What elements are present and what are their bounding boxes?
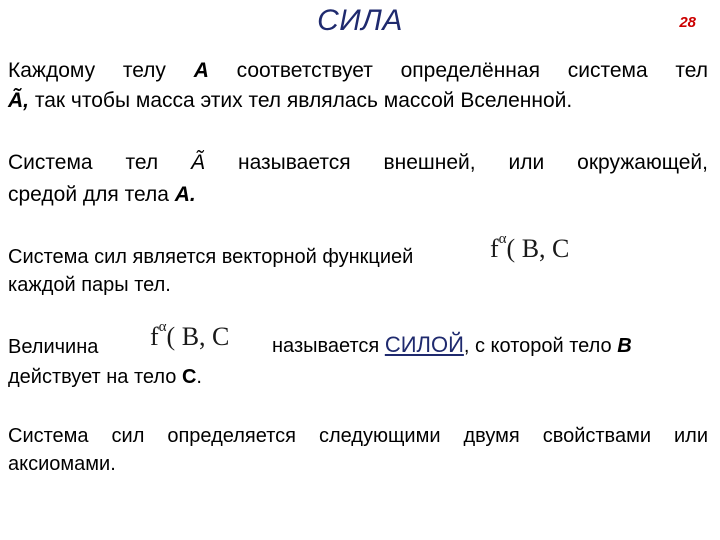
paragraph-2-line-1	[8, 148, 708, 178]
text: , с которой тело	[463, 335, 618, 357]
paragraph-5-line-1: Система сил определяется следующими двумя свойствами или	[8, 425, 708, 447]
formula-f: f	[150, 322, 159, 351]
body-a: A	[193, 59, 209, 82]
text: .	[196, 366, 202, 388]
text: Система тел	[8, 151, 192, 174]
force-function-formula	[490, 231, 570, 264]
formula-args: ( B, C	[166, 322, 230, 351]
paragraph-5-line-2: аксиомами.	[8, 453, 116, 475]
force-formula	[150, 319, 230, 352]
formula-alpha: α	[498, 231, 507, 248]
system-symbol: Ã	[191, 151, 206, 174]
text: соответствует определённая система тел	[208, 59, 708, 82]
text: называется	[272, 335, 380, 357]
paragraph-2-line-2	[8, 180, 708, 210]
paragraph-1-line-1	[8, 56, 708, 86]
system-symbol: Ã,	[8, 89, 29, 112]
paragraph-4-line-2	[8, 363, 708, 391]
paragraph-4-word: Величина	[8, 336, 99, 358]
slide-title: СИЛА	[317, 4, 403, 37]
formula-alpha: α	[158, 319, 167, 336]
formula-args: ( B, C	[506, 234, 570, 263]
paragraph-1-line-2	[8, 86, 708, 116]
body-a: A.	[174, 183, 196, 206]
paragraph-3-line-2: каждой пары тел.	[8, 274, 171, 296]
text: средой для тела	[8, 183, 175, 206]
body-b: B	[617, 335, 632, 357]
page-number: 28	[679, 14, 696, 31]
paragraph-3-line-1: Система сил является векторной функцией	[8, 246, 414, 268]
text: так чтобы масса этих тел являлась массой Вселенной.	[29, 89, 573, 112]
force-term: СИЛОЙ	[384, 332, 464, 357]
body-c: C	[181, 366, 197, 388]
paragraph-4-line-1-tail	[272, 331, 712, 360]
text: действует на тело	[8, 366, 182, 388]
text: Каждому телу	[8, 59, 194, 82]
formula-f: f	[490, 234, 499, 263]
text: называется внешней, или окружающей,	[205, 151, 708, 174]
